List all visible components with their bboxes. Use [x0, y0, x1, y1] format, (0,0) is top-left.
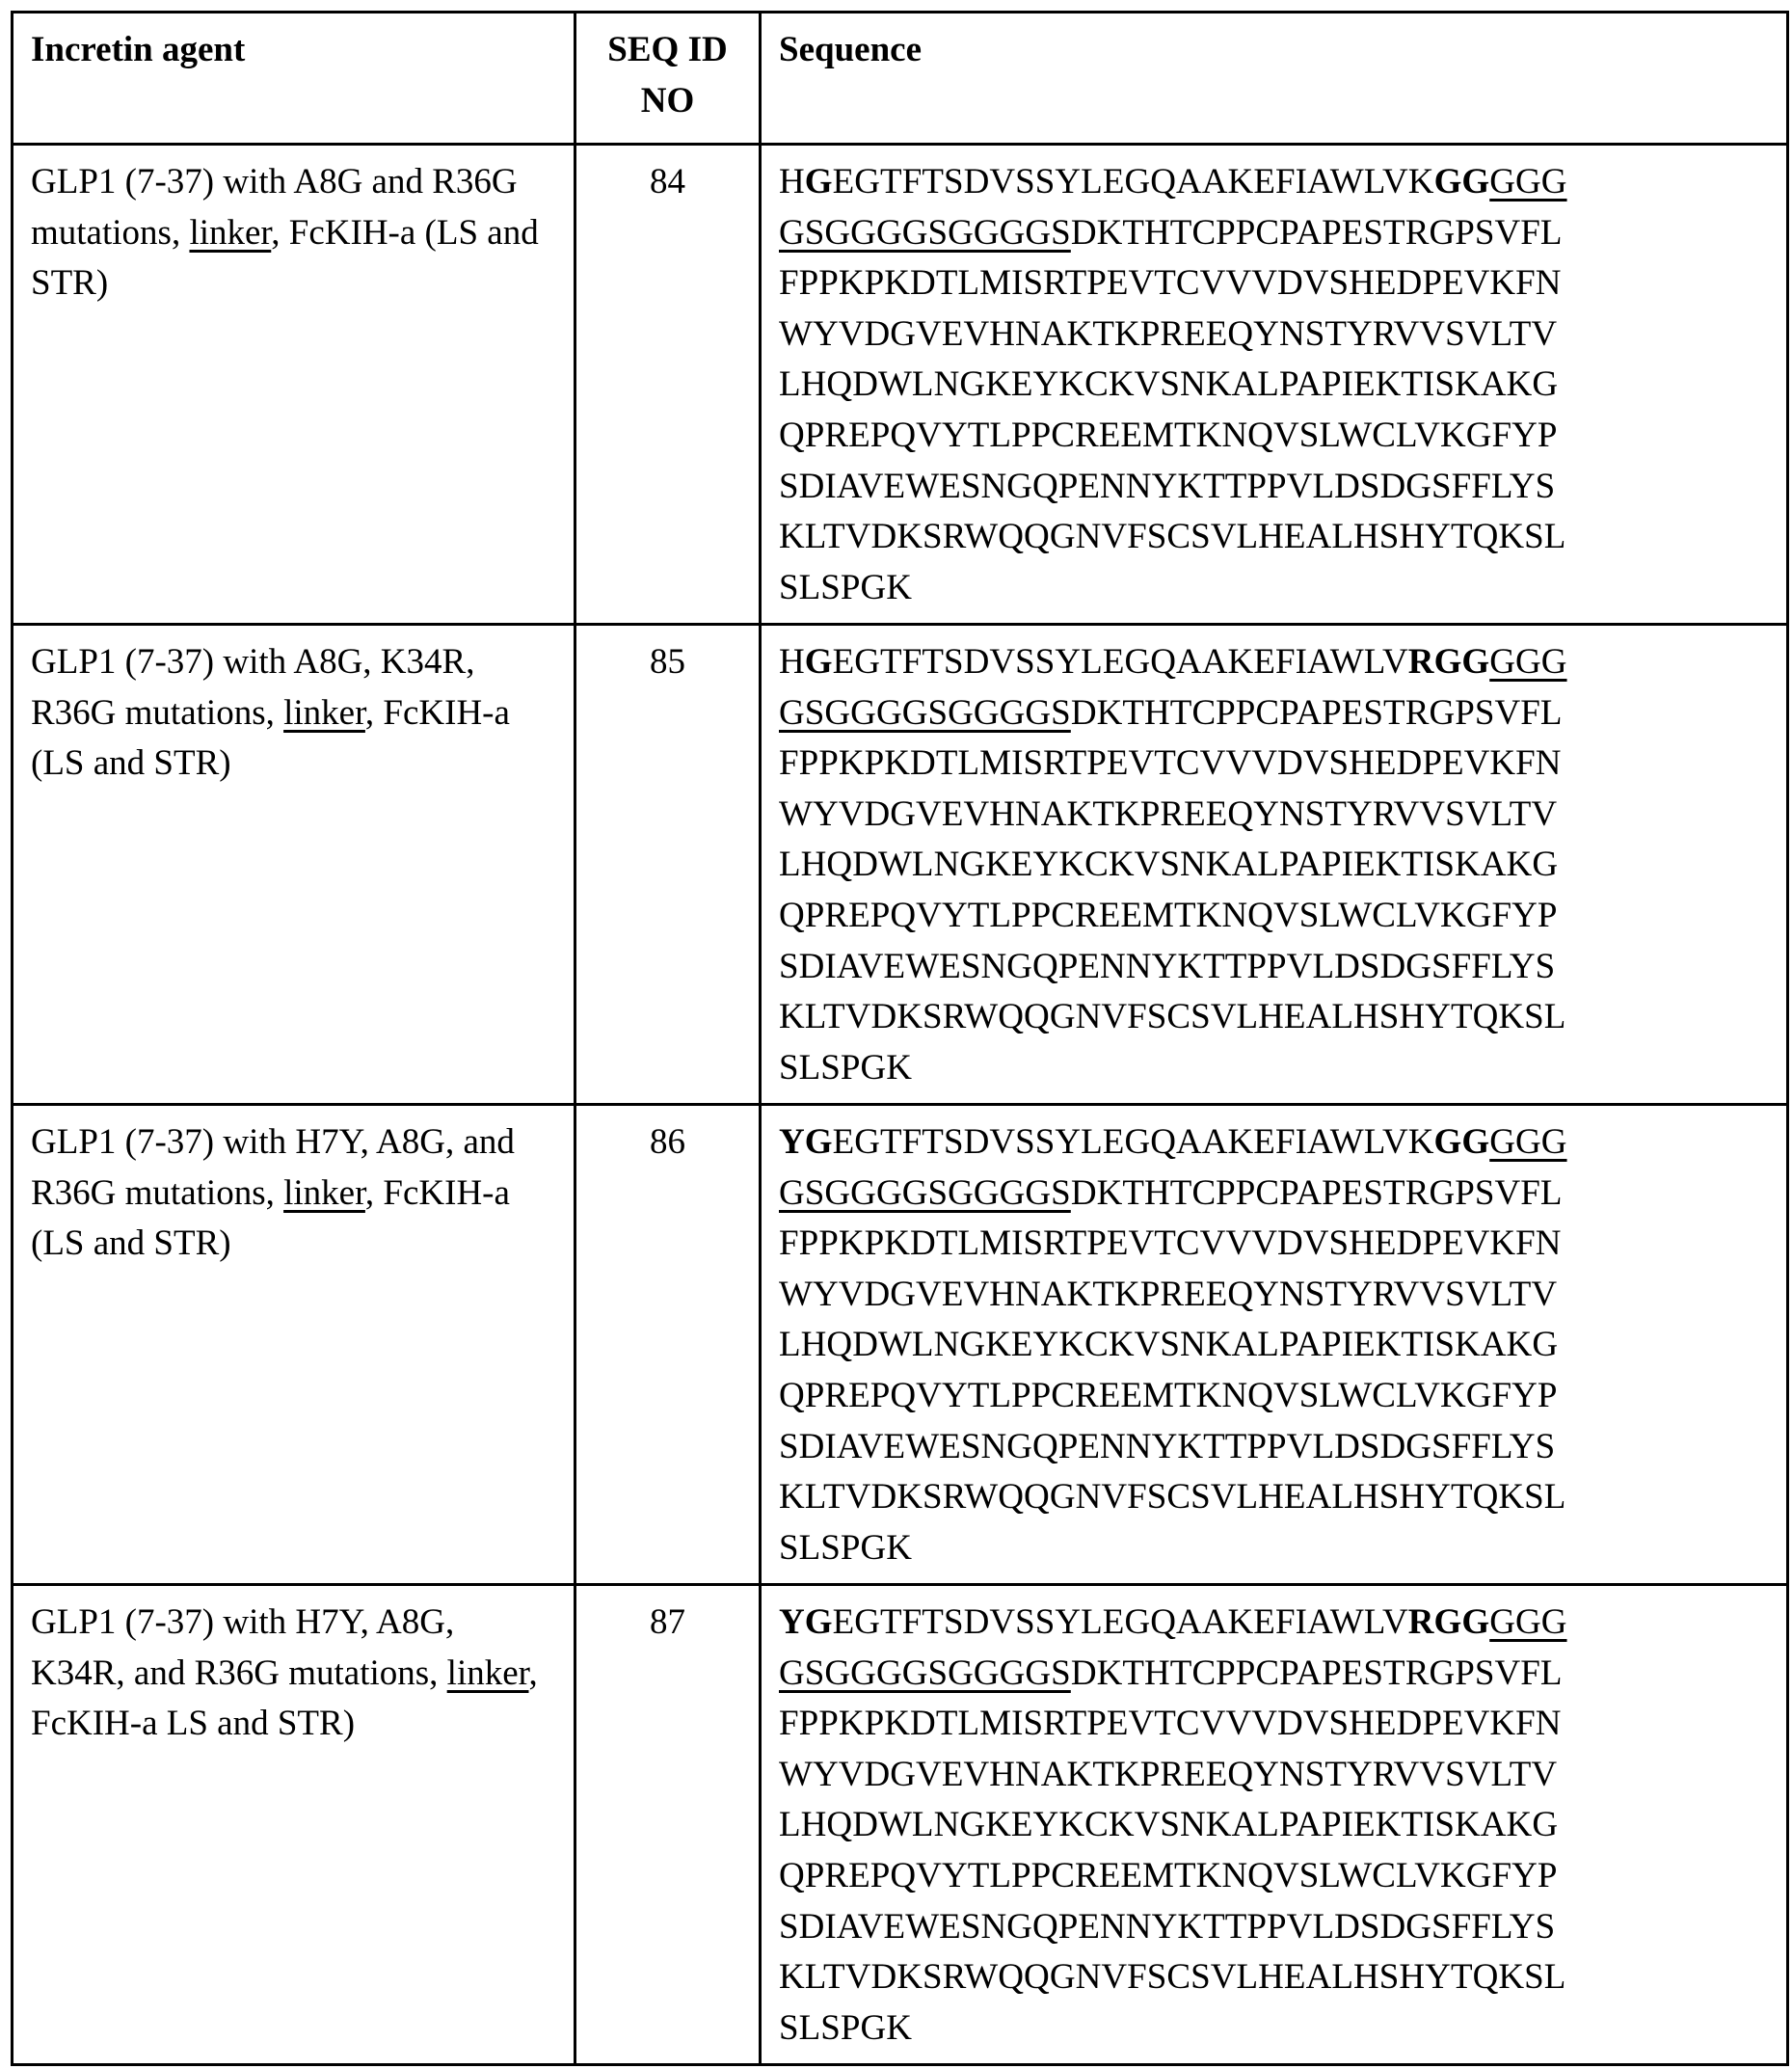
- mutation-bold: GG: [1433, 642, 1490, 682]
- residue-plain: DKTHTCPPCPAPESTRGPSVFL: [1070, 212, 1563, 253]
- seq-id-cell: 85: [575, 625, 761, 1105]
- sequence-line: SLSPGK: [779, 1047, 913, 1088]
- sequence-line: FPPKPKDTLMISRTPEVTCVVVDVSHEDPEVKFN: [779, 1704, 1562, 1744]
- residue-plain: K: [1407, 162, 1434, 202]
- incretin-agent-cell: [13, 145, 575, 625]
- mutation-bold: G: [1433, 1122, 1462, 1162]
- seq-id-cell: 87: [575, 1585, 761, 2065]
- seq-id-cell: 84: [575, 145, 761, 625]
- agent-text: GLP1 (7-37) with H7Y, A8G, and R36G mutations,: [31, 1122, 515, 1213]
- linker-underlined: GGG: [1489, 642, 1567, 682]
- mutation-bold: G: [1461, 1122, 1490, 1162]
- mutation-bold: G: [804, 642, 833, 682]
- header-incretin-agent: Incretin agent: [13, 13, 575, 145]
- sequence-line: [779, 1649, 1769, 1700]
- sequence-line: SDIAVEWESNGQPENNYKTTPPVLDSDGSFFLYS: [779, 466, 1556, 506]
- residue-plain: EGTFTSDVSSYLEGQAAKEFIAWLV: [832, 162, 1408, 202]
- sequence-line: WYVDGVEVHNAKTKPREEQYNSTYRVVSVLTV: [779, 793, 1558, 834]
- linker-underlined: GGG: [1489, 1122, 1567, 1162]
- sequence-line: LHQDWLNGKEYKCKVSNKALPAPIEKTISKAKG: [779, 364, 1559, 405]
- sequence-line: KLTVDKSRWQQGNVFSCSVLHEALHSHYTQKSL: [779, 997, 1566, 1037]
- sequence-line: WYVDGVEVHNAKTKPREEQYNSTYRVVSVLTV: [779, 1754, 1558, 1794]
- linker-underlined: GSGGGGSGGGGS: [779, 1653, 1071, 1693]
- mutation-bold: YG: [779, 1602, 833, 1642]
- sequence-line: QPREPQVYTLPPCREEMTKNQVSLWCLVKGFYP: [779, 415, 1558, 455]
- incretin-agent-cell: [13, 1105, 575, 1585]
- sequence-line: FPPKPKDTLMISRTPEVTCVVVDVSHEDPEVKFN: [779, 743, 1562, 784]
- sequence-line: KLTVDKSRWQQGNVFSCSVLHEALHSHYTQKSL: [779, 517, 1566, 557]
- sequence-line: LHQDWLNGKEYKCKVSNKALPAPIEKTISKAKG: [779, 845, 1559, 885]
- sequence-line: [779, 1598, 1769, 1649]
- seq-id-cell: 86: [575, 1105, 761, 1585]
- sequence-line: [779, 688, 1769, 739]
- sequence-line: LHQDWLNGKEYKCKVSNKALPAPIEKTISKAKG: [779, 1325, 1559, 1365]
- sequence-line: SDIAVEWESNGQPENNYKTTPPVLDSDGSFFLYS: [779, 946, 1556, 986]
- agent-text: GLP1 (7-37) with H7Y, A8G, K34R, and R36G mutations,: [31, 1602, 455, 1693]
- sequence-line: WYVDGVEVHNAKTKPREEQYNSTYRVVSVLTV: [779, 1274, 1558, 1314]
- sequence-cell: [761, 1585, 1788, 2065]
- mutation-bold: G: [1433, 162, 1462, 202]
- table-row: [13, 145, 1788, 625]
- incretin-agent-cell: [13, 625, 575, 1105]
- residue-plain: H: [779, 162, 805, 202]
- header-row: [13, 13, 1788, 145]
- linker-underlined: linker: [283, 692, 365, 733]
- header-sequence: Sequence: [761, 13, 1788, 145]
- agent-text-tail: , FcKIH-a LS and STR): [31, 1653, 538, 1744]
- sequence-line: [779, 637, 1769, 688]
- agent-text-tail: , FcKIH-a (LS and STR): [31, 692, 510, 784]
- sequence-line: [779, 208, 1769, 259]
- header-seq-id-no: SEQ ID NO: [575, 13, 761, 145]
- sequence-line: SDIAVEWESNGQPENNYKTTPPVLDSDGSFFLYS: [779, 1906, 1556, 1947]
- residue-plain: K: [1407, 1122, 1434, 1162]
- mutation-bold: G: [1461, 162, 1490, 202]
- sequence-line: QPREPQVYTLPPCREEMTKNQVSLWCLVKGFYP: [779, 895, 1558, 935]
- agent-text: GLP1 (7-37) with A8G, K34R, R36G mutations,: [31, 642, 475, 733]
- residue-plain: DKTHTCPPCPAPESTRGPSVFL: [1070, 692, 1563, 733]
- table-row: [13, 625, 1788, 1105]
- linker-underlined: GGG: [1489, 1602, 1567, 1642]
- agent-text-tail: , FcKIH-a (LS and STR): [31, 212, 539, 304]
- table-row: [13, 1105, 1788, 1585]
- linker-underlined: GGG: [1489, 162, 1567, 202]
- agent-text: GLP1 (7-37) with A8G and R36G mutations,: [31, 162, 518, 253]
- linker-underlined: linker: [189, 212, 272, 253]
- sequence-line: SLSPGK: [779, 2007, 913, 2048]
- residue-plain: EGTFTSDVSSYLEGQAAKEFIAWLV: [832, 1122, 1408, 1162]
- mutation-bold: R: [1407, 1602, 1434, 1642]
- incretin-agent-cell: [13, 1585, 575, 2065]
- sequence-line: SDIAVEWESNGQPENNYKTTPPVLDSDGSFFLYS: [779, 1426, 1556, 1466]
- linker-underlined: GSGGGGSGGGGS: [779, 1172, 1071, 1213]
- sequence-table: [11, 11, 1789, 2066]
- linker-underlined: GSGGGGSGGGGS: [779, 212, 1071, 253]
- linker-underlined: linker: [446, 1653, 529, 1693]
- residue-plain: H: [779, 642, 805, 682]
- mutation-bold: R: [1407, 642, 1434, 682]
- sequence-line: QPREPQVYTLPPCREEMTKNQVSLWCLVKGFYP: [779, 1375, 1558, 1415]
- sequence-line: SLSPGK: [779, 1527, 913, 1568]
- residue-plain: DKTHTCPPCPAPESTRGPSVFL: [1070, 1653, 1563, 1693]
- residue-plain: EGTFTSDVSSYLEGQAAKEFIAWLV: [832, 1602, 1408, 1642]
- sequence-cell: [761, 625, 1788, 1105]
- sequence-line: KLTVDKSRWQQGNVFSCSVLHEALHSHYTQKSL: [779, 1477, 1566, 1518]
- mutation-bold: YG: [779, 1122, 833, 1162]
- sequence-line: LHQDWLNGKEYKCKVSNKALPAPIEKTISKAKG: [779, 1805, 1559, 1845]
- linker-underlined: linker: [283, 1172, 365, 1213]
- sequence-line: KLTVDKSRWQQGNVFSCSVLHEALHSHYTQKSL: [779, 1957, 1566, 1998]
- sequence-cell: [761, 145, 1788, 625]
- residue-plain: DKTHTCPPCPAPESTRGPSVFL: [1070, 1172, 1563, 1213]
- sequence-line: [779, 1117, 1769, 1169]
- mutation-bold: GG: [1433, 1602, 1490, 1642]
- linker-underlined: GSGGGGSGGGGS: [779, 692, 1071, 733]
- sequence-line: [779, 157, 1769, 208]
- sequence-line: QPREPQVYTLPPCREEMTKNQVSLWCLVKGFYP: [779, 1855, 1558, 1895]
- residue-plain: EGTFTSDVSSYLEGQAAKEFIAWLV: [832, 642, 1408, 682]
- sequence-cell: [761, 1105, 1788, 1585]
- sequence-line: SLSPGK: [779, 567, 913, 607]
- sequence-line: WYVDGVEVHNAKTKPREEQYNSTYRVVSVLTV: [779, 313, 1558, 354]
- mutation-bold: G: [804, 162, 833, 202]
- table-row: [13, 1585, 1788, 2065]
- sequence-line: FPPKPKDTLMISRTPEVTCVVVDVSHEDPEVKFN: [779, 1223, 1562, 1264]
- sequence-line: FPPKPKDTLMISRTPEVTCVVVDVSHEDPEVKFN: [779, 263, 1562, 304]
- sequence-line: [779, 1169, 1769, 1220]
- agent-text-tail: , FcKIH-a (LS and STR): [31, 1172, 510, 1264]
